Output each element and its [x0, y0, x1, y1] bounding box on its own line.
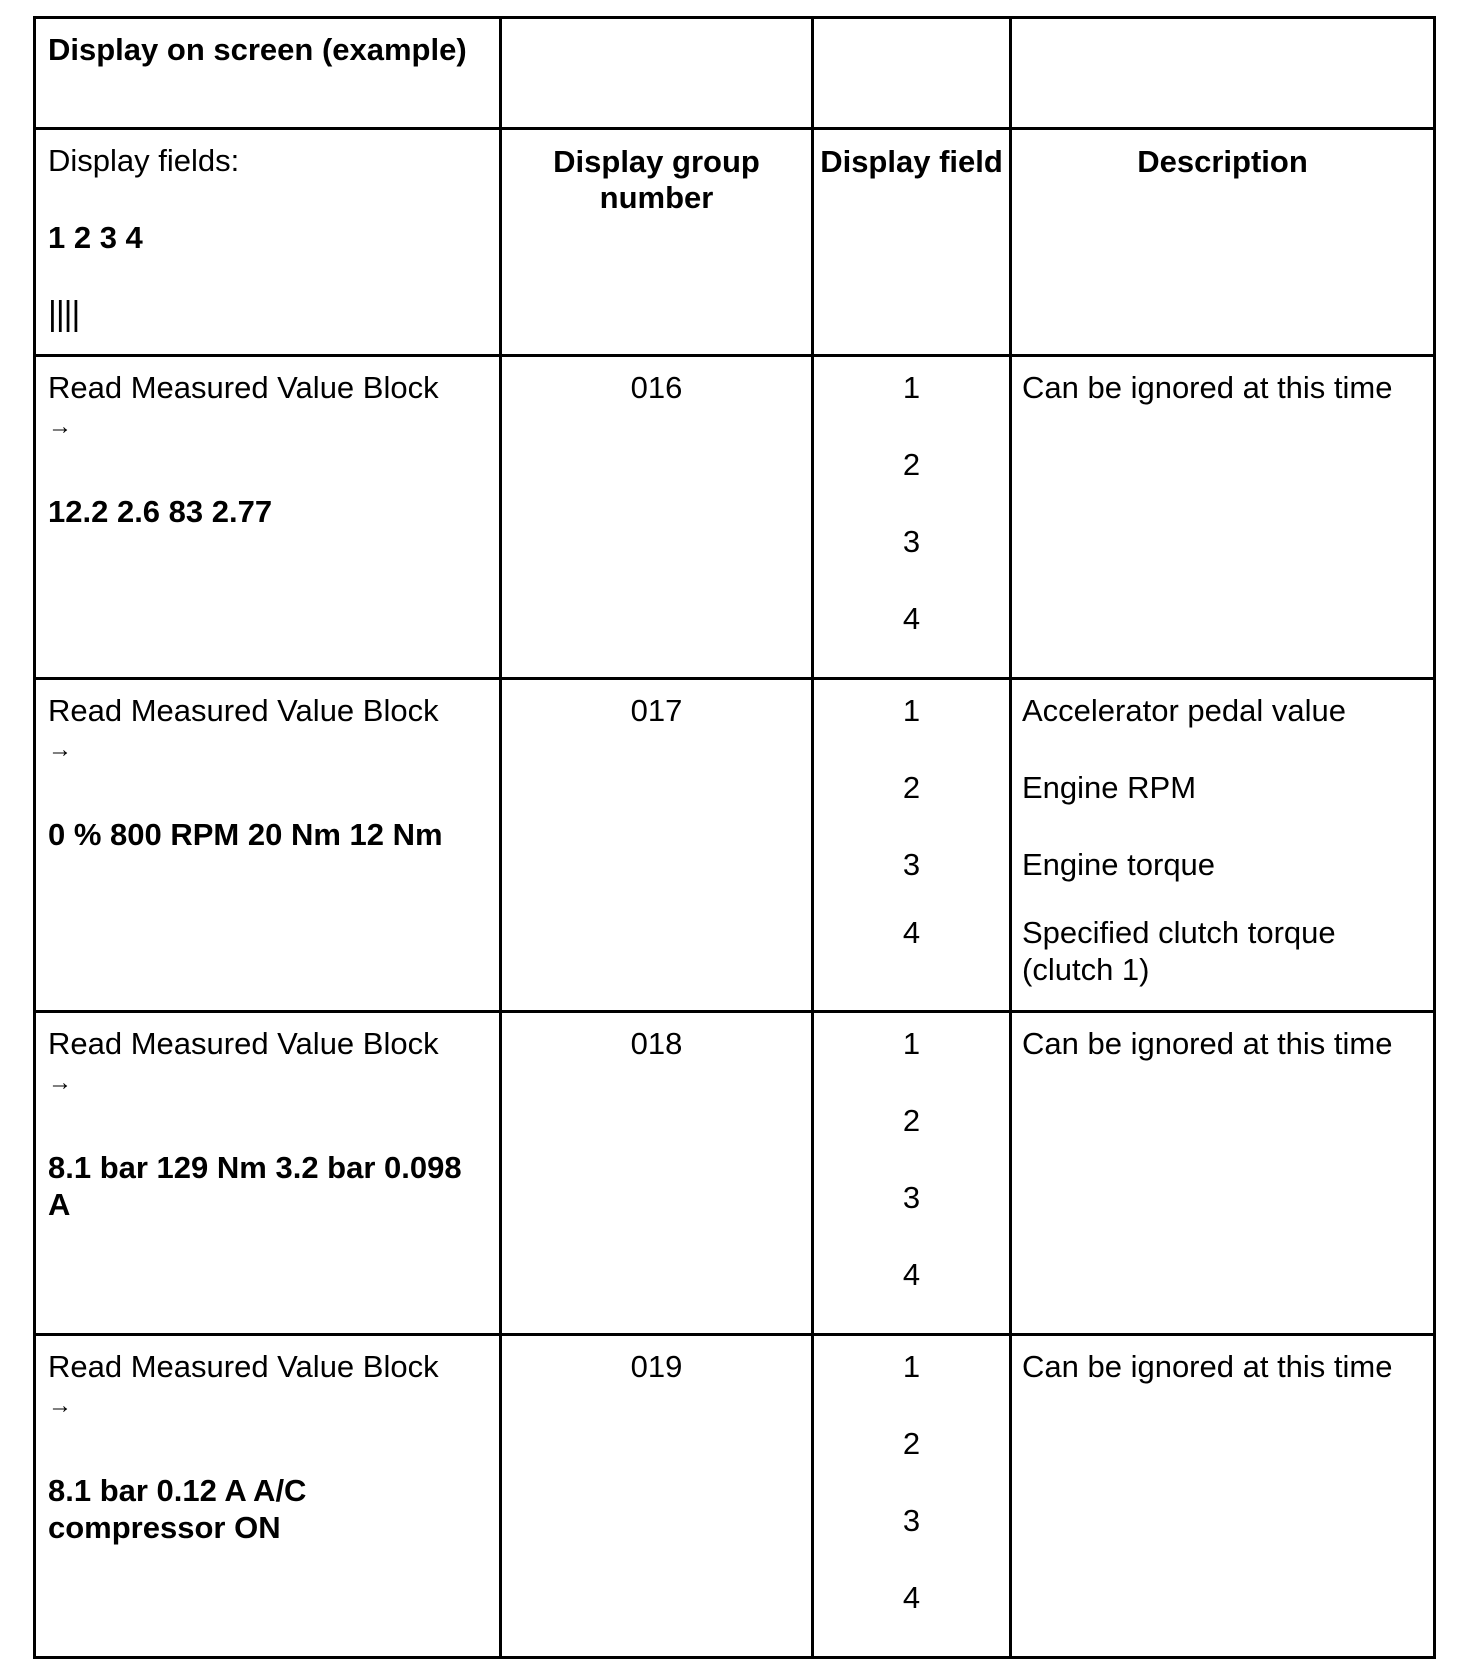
field-number: 4 [902, 601, 921, 636]
arrow-right-icon: → [48, 736, 72, 763]
description-text: Can be ignored at this time [1022, 370, 1393, 405]
block-cell [35, 356, 501, 679]
title-cell [35, 18, 501, 129]
table-row [35, 1335, 1435, 1658]
group-number-cell [501, 1012, 813, 1335]
field-list [820, 692, 1003, 991]
description-list [1022, 692, 1429, 991]
group-number-cell [501, 1335, 813, 1658]
table-header-row [35, 129, 1435, 356]
header-description-cell [1011, 129, 1435, 356]
block-cell [35, 1012, 501, 1335]
description-cell [1011, 1335, 1435, 1658]
field-cell [813, 679, 1011, 1012]
field-number: 1 [902, 1349, 921, 1384]
field-number: 4 [902, 915, 921, 950]
field-number: 3 [902, 1180, 921, 1215]
table-title-row [35, 18, 1435, 129]
description-text: Can be ignored at this time [1022, 1349, 1393, 1384]
field-number: 2 [902, 770, 921, 805]
block-label: Read Measured Value Block [48, 693, 439, 728]
field-number: 3 [902, 1503, 921, 1538]
arrow-right-icon: → [48, 1069, 72, 1096]
block-values: 8.1 bar 129 Nm 3.2 bar 0.098 A [48, 1150, 462, 1222]
block-label: Read Measured Value Block [48, 370, 439, 405]
empty-cell [1011, 18, 1435, 129]
field-number: 2 [902, 447, 921, 482]
group-number-cell [501, 679, 813, 1012]
field-number: 2 [902, 1103, 921, 1138]
description-text: Specified clutch torque (clutch 1) [1022, 915, 1336, 987]
measured-value-table [33, 16, 1436, 1659]
empty-cell [813, 18, 1011, 129]
description-cell [1011, 679, 1435, 1012]
field-number: 3 [902, 847, 921, 882]
header-description: Description [1137, 144, 1308, 179]
display-fields-numbers: 1 2 3 4 [48, 220, 143, 255]
description-cell [1011, 356, 1435, 679]
table-row [35, 356, 1435, 679]
block-cell [35, 1335, 501, 1658]
table-title: Display on screen (example) [48, 32, 467, 67]
block-cell [35, 679, 501, 1012]
field-number: 4 [902, 1257, 921, 1292]
group-number: 017 [630, 693, 683, 728]
display-fields-bars: |||| [48, 295, 80, 333]
field-cell [813, 356, 1011, 679]
field-list [820, 1025, 1003, 1333]
description-text: Engine RPM [1022, 770, 1197, 805]
group-number: 016 [630, 370, 683, 405]
group-number-cell [501, 356, 813, 679]
arrow-right-icon: → [48, 413, 72, 440]
header-group-number: Display group number [553, 144, 760, 215]
description-text: Can be ignored at this time [1022, 1026, 1393, 1061]
group-number: 019 [630, 1349, 683, 1384]
table-row [35, 1012, 1435, 1335]
field-cell [813, 1335, 1011, 1658]
group-number: 018 [630, 1026, 683, 1061]
arrow-right-icon: → [48, 1392, 72, 1419]
block-values: 12.2 2.6 83 2.77 [48, 494, 273, 529]
block-values: 8.1 bar 0.12 A A/C compressor ON [48, 1473, 307, 1545]
field-number: 4 [902, 1580, 921, 1615]
description-text: Engine torque [1022, 847, 1216, 882]
block-values: 0 % 800 RPM 20 Nm 12 Nm [48, 817, 443, 852]
display-fields-label: Display fields: [48, 143, 240, 178]
table-row [35, 679, 1435, 1012]
display-fields-cell [35, 129, 501, 356]
header-group-number-cell [501, 129, 813, 356]
field-number: 2 [902, 1426, 921, 1461]
field-cell [813, 1012, 1011, 1335]
field-list [820, 1348, 1003, 1656]
block-label: Read Measured Value Block [48, 1349, 439, 1384]
block-label: Read Measured Value Block [48, 1026, 439, 1061]
field-number: 1 [902, 693, 921, 728]
field-number: 1 [902, 370, 921, 405]
field-list [820, 369, 1003, 677]
header-display-field-cell [813, 129, 1011, 356]
field-number: 1 [902, 1026, 921, 1061]
description-text: Accelerator pedal value [1022, 693, 1346, 728]
field-number: 3 [902, 524, 921, 559]
header-display-field: Display field [820, 144, 1003, 179]
description-cell [1011, 1012, 1435, 1335]
empty-cell [501, 18, 813, 129]
